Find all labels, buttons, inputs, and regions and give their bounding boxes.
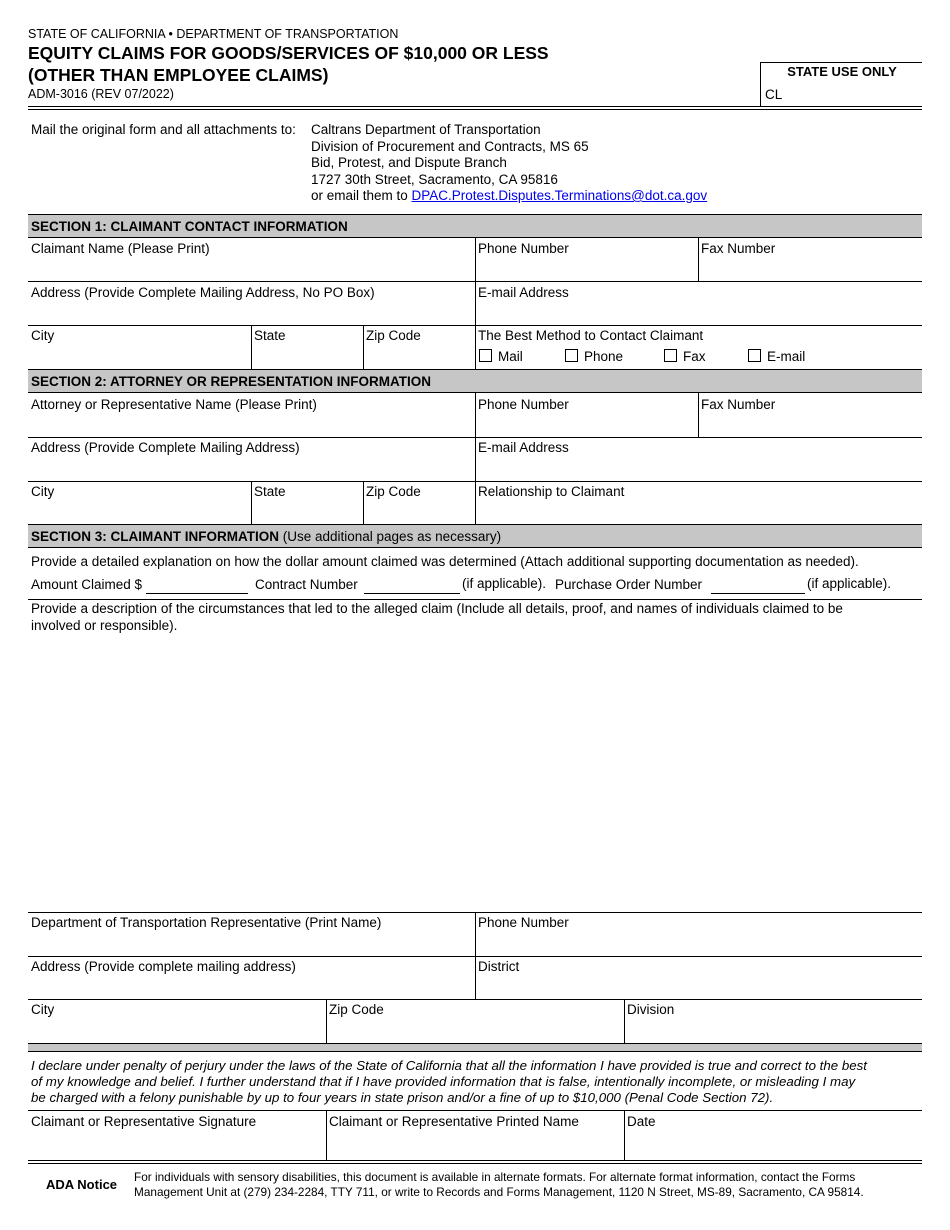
mail-email-prefix: or email them to — [311, 188, 412, 203]
section3-note: (Use additional pages as necessary) — [278, 529, 502, 544]
amount-claimed-label: Amount Claimed $ — [31, 577, 143, 592]
email-link[interactable]: DPAC.Protest.Disputes.Terminations@dot.ca.gov — [411, 188, 708, 203]
dot-rep-division-field[interactable]: Division — [627, 1002, 675, 1017]
rep-zip-field[interactable]: Zip Code — [366, 484, 421, 499]
contact-option-fax[interactable]: Fax — [664, 349, 706, 364]
checkbox-icon[interactable] — [479, 349, 492, 362]
declaration-line3: be charged with a felony punishable by up to four years in state prison and/or a fine of up to $10,000 (Penal Code Section 72). — [31, 1090, 774, 1105]
signature-field[interactable]: Claimant or Representative Signature — [31, 1114, 257, 1129]
mail-line3: Bid, Protest, and Dispute Branch — [311, 155, 507, 170]
rep-phone-field[interactable]: Phone Number — [478, 397, 569, 412]
dot-rep-city-field[interactable]: City — [31, 1002, 55, 1017]
claimant-state-field[interactable]: State — [254, 328, 286, 343]
mail-line1: Caltrans Department of Transportation — [311, 122, 541, 137]
claimant-name-field[interactable]: Claimant Name (Please Print) — [31, 241, 210, 256]
mail-line2: Division of Procurement and Contracts, MS 65 — [311, 139, 589, 154]
dot-rep-address-field[interactable]: Address (Provide complete mailing address) — [31, 959, 296, 974]
agency-line: STATE OF CALIFORNIA • DEPARTMENT OF TRANSPORTATION — [28, 27, 399, 41]
date-field[interactable]: Date — [627, 1114, 656, 1129]
divider-band — [28, 1043, 922, 1052]
mail-email-line — [311, 188, 707, 203]
section1-header — [28, 214, 922, 238]
claimant-zip-field[interactable]: Zip Code — [366, 328, 421, 343]
contact-option-email[interactable]: E-mail — [748, 349, 805, 364]
state-use-only-label: STATE USE ONLY — [787, 64, 897, 79]
dot-rep-district-field[interactable]: District — [478, 959, 520, 974]
form-number: ADM-3016 (REV 07/2022) — [28, 87, 174, 101]
claimant-address-field[interactable]: Address (Provide Complete Mailing Address, No PO Box) — [31, 285, 375, 300]
rep-city-field[interactable]: City — [31, 484, 55, 499]
amount-claimed-input[interactable] — [146, 579, 248, 594]
mail-intro: Mail the original form and all attachments to: — [31, 122, 296, 137]
claimant-fax-field[interactable]: Fax Number — [701, 241, 776, 256]
best-contact-method-label: The Best Method to Contact Claimant — [478, 328, 704, 343]
ada-notice-line1: For individuals with sensory disabilities, this document is available in alternate formats. For alternate format information, contact the Forms — [134, 1170, 856, 1184]
section2-title: SECTION 2: ATTORNEY OR REPRESENTATION INFORMATION — [31, 374, 432, 389]
rep-email-field[interactable]: E-mail Address — [478, 440, 569, 455]
contract-number-input[interactable] — [364, 579, 460, 594]
state-use-only-box — [760, 62, 922, 106]
checkbox-icon[interactable] — [664, 349, 677, 362]
declaration-line2: of my knowledge and belief. I further understand that if I have provided information that is false, intentionally incomplete, or misleading I may — [31, 1074, 856, 1089]
purchase-order-label: Purchase Order Number — [555, 577, 703, 592]
section1-title: SECTION 1: CLAIMANT CONTACT INFORMATION — [31, 219, 348, 234]
ada-notice-label: ADA Notice — [46, 1177, 118, 1192]
if-applicable-1: (if applicable). — [462, 576, 547, 591]
rep-relationship-field[interactable]: Relationship to Claimant — [478, 484, 625, 499]
contract-number-label: Contract Number — [255, 577, 358, 592]
purchase-order-input[interactable] — [711, 579, 805, 594]
claimant-phone-field[interactable]: Phone Number — [478, 241, 569, 256]
form-title-line2: (OTHER THAN EMPLOYEE CLAIMS) — [28, 65, 329, 85]
dot-rep-name-field[interactable]: Department of Transportation Representative (Print Name) — [31, 915, 382, 930]
mail-line4: 1727 30th Street, Sacramento, CA 95816 — [311, 172, 558, 187]
state-use-code: CL — [765, 87, 783, 102]
section3-title: SECTION 3: CLAIMANT INFORMATION — [31, 529, 279, 544]
declaration-line1: I declare under penalty of perjury under the laws of the State of California that all the information I have provided is true and correct to the best — [31, 1058, 867, 1073]
dot-rep-phone-field[interactable]: Phone Number — [478, 915, 569, 930]
explanation-instruction: Provide a detailed explanation on how the dollar amount claimed was determined (Attach additional supporting documentation as needed). — [31, 554, 859, 569]
checkbox-icon[interactable] — [748, 349, 761, 362]
contact-option-phone[interactable]: Phone — [565, 349, 623, 364]
contact-option-mail[interactable]: Mail — [479, 349, 523, 364]
if-applicable-2: (if applicable). — [807, 576, 892, 591]
rep-address-field[interactable]: Address (Provide Complete Mailing Address) — [31, 440, 300, 455]
section3-header — [28, 524, 922, 548]
rep-fax-field[interactable]: Fax Number — [701, 397, 776, 412]
rep-name-field[interactable]: Attorney or Representative Name (Please Print) — [31, 397, 317, 412]
rep-state-field[interactable]: State — [254, 484, 286, 499]
dot-rep-zip-field[interactable]: Zip Code — [329, 1002, 384, 1017]
ada-notice-line2: Management Unit at (279) 234-2284, TTY 711, or write to Records and Forms Management, 1120 N Street, MS-89, Sacramento, CA 95814. — [134, 1185, 864, 1199]
claimant-city-field[interactable]: City — [31, 328, 55, 343]
printed-name-field[interactable]: Claimant or Representative Printed Name — [329, 1114, 579, 1129]
section2-header — [28, 369, 922, 393]
checkbox-icon[interactable] — [565, 349, 578, 362]
description-instruction-line2: involved or responsible). — [31, 618, 178, 633]
description-instruction-line1: Provide a description of the circumstances that led to the alleged claim (Include all details, proof, and names of individuals claimed to be — [31, 601, 843, 616]
claimant-email-field[interactable]: E-mail Address — [478, 285, 569, 300]
description-textarea[interactable] — [28, 636, 922, 910]
form-title-line1: EQUITY CLAIMS FOR GOODS/SERVICES OF $10,000 OR LESS — [28, 43, 549, 63]
